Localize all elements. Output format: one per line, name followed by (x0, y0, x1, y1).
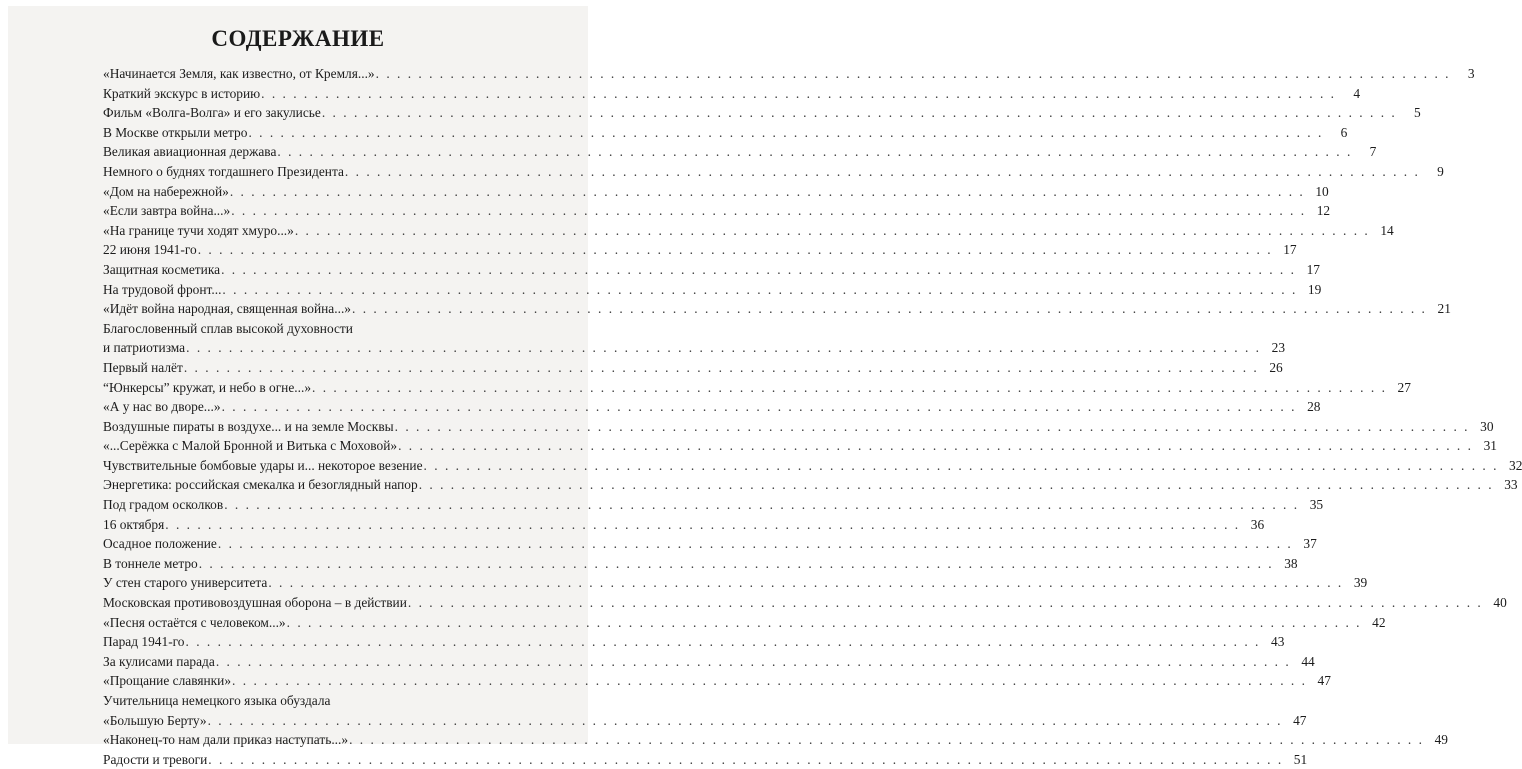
toc-entry (103, 613, 1386, 633)
dot-leader (224, 495, 1299, 515)
toc-entry-page: 3 (1467, 66, 1475, 81)
dot-leader (222, 280, 1297, 300)
toc-entry (103, 299, 1451, 319)
dot-leader (345, 162, 1420, 182)
toc-entry (103, 417, 1494, 437)
toc-entry (103, 534, 1317, 554)
toc-entry-title: «Начинается Земля, как известно, от Кремля...» (103, 66, 375, 81)
toc-entry (103, 750, 1308, 769)
toc-entry-title: У стен старого университета (103, 575, 268, 591)
toc-entry-title: «А у нас во дворе...» (103, 399, 221, 415)
toc-entry-page: 43 (1271, 634, 1285, 650)
toc-entry-title: Радости и тревоги (103, 751, 208, 767)
dot-leader (261, 84, 1336, 104)
toc-entry (103, 162, 1444, 182)
dot-leader (198, 240, 1273, 260)
toc-entry-title: «Если завтра война...» (103, 203, 231, 219)
toc-entry-page: 19 (1307, 281, 1322, 297)
dot-leader (352, 299, 1427, 319)
page-title: СОДЕРЖАНИЕ (211, 26, 385, 51)
toc-entry-page: 12 (1316, 203, 1331, 219)
toc-entry (103, 142, 1377, 162)
toc-entry-page: 21 (1437, 301, 1451, 317)
dot-leader (312, 378, 1387, 398)
toc-entry-page: 37 (1303, 536, 1317, 552)
toc-entry-title: «Идёт война народная, священная война...» (103, 301, 351, 317)
toc-entry (103, 397, 1321, 417)
dot-leader (208, 711, 1283, 731)
toc-entry (103, 123, 1348, 143)
toc-entry-page: 27 (1397, 379, 1411, 395)
toc-entry-title: «На границе тучи ходят хмуро...» (103, 222, 294, 238)
dot-leader (248, 123, 1323, 143)
dot-leader (231, 201, 1306, 221)
toc-entry-page: 17 (1306, 261, 1320, 277)
toc-entry-page: 26 (1269, 359, 1283, 375)
toc-entry (103, 632, 1285, 652)
toc-entry (103, 456, 1522, 476)
toc-entry-title: “Юнкерсы” кружат, и небо в огне...» (103, 379, 312, 395)
toc-entry-page: 40 (1493, 595, 1507, 611)
toc-entry-title: Московская противовоздушная оборона – в действии (103, 595, 407, 611)
dot-leader (221, 260, 1296, 280)
dot-leader (408, 593, 1483, 613)
toc-entry-title: Парад 1941-го (103, 634, 185, 650)
toc-entry (103, 554, 1298, 574)
toc-entry-page: 6 (1340, 124, 1348, 140)
toc-entry (103, 260, 1320, 280)
toc-entry-page: 4 (1353, 85, 1361, 101)
toc-entry (103, 103, 1421, 123)
toc-entry-title: Первый налёт (103, 359, 183, 375)
dot-leader (268, 573, 1343, 593)
dot-leader (277, 142, 1352, 162)
toc-entry-title: Защитная косметика (103, 261, 221, 277)
toc-entry (103, 495, 1324, 515)
dot-leader (398, 436, 1473, 456)
dot-leader (287, 613, 1362, 633)
table-of-contents (103, 64, 1522, 769)
toc-entry (103, 84, 1361, 104)
book-page (8, 6, 1522, 767)
toc-entry-title: Великая авиационная держава (103, 144, 277, 160)
dot-leader (186, 338, 1261, 358)
toc-entry-title: «Прощание славянки» (103, 673, 232, 689)
toc-entry-title-cont: «Большую Берту» (103, 712, 207, 728)
toc-entry (103, 652, 1315, 672)
dot-leader (232, 671, 1307, 691)
toc-entry (103, 64, 1475, 84)
dot-leader (349, 730, 1424, 750)
toc-entry-title: «Песня остаётся с человеком...» (103, 614, 286, 630)
toc-entry (103, 358, 1283, 378)
toc-entry-page: 30 (1480, 418, 1494, 434)
toc-entry-title: Фильм «Волга-Волга» и его закулисье (103, 105, 321, 121)
toc-entry-page: 31 (1483, 438, 1497, 454)
toc-entry-page: 35 (1309, 497, 1324, 513)
toc-entry-page: 17 (1283, 242, 1297, 258)
toc-entry-page: 42 (1372, 614, 1386, 630)
toc-entry (103, 691, 1307, 730)
dot-leader (395, 417, 1470, 437)
toc-entry (103, 201, 1331, 221)
toc-entry-page: 28 (1307, 399, 1321, 415)
dot-leader (208, 750, 1283, 769)
toc-entry (103, 515, 1265, 535)
toc-entry-page: 10 (1315, 183, 1329, 199)
toc-entry-title: «...Серёжка с Малой Бронной и Витька с Моховой» (103, 438, 398, 454)
dot-leader (165, 515, 1240, 535)
toc-entry-page: 47 (1293, 712, 1307, 728)
dot-leader (218, 534, 1293, 554)
toc-entry-title-cont: и патриотизма (103, 340, 186, 356)
toc-entry-title: 22 июня 1941-го (103, 242, 197, 258)
dot-leader (184, 358, 1259, 378)
toc-entry (103, 436, 1497, 456)
toc-entry-page: 51 (1293, 751, 1308, 767)
dot-leader (424, 456, 1499, 476)
toc-entry-title: Благословенный сплав высокой духовности (103, 320, 353, 336)
toc-entry (103, 240, 1297, 260)
toc-entry-title: Под градом осколков (103, 497, 224, 513)
toc-entry-page: 23 (1271, 340, 1286, 356)
toc-entry-page: 7 (1369, 144, 1377, 160)
toc-entry-title: 16 октября (103, 516, 165, 532)
toc-entry-title: Воздушные пираты в воздухе... и на земле Москвы (103, 418, 394, 434)
dot-leader (186, 632, 1261, 652)
toc-entry (103, 319, 1286, 358)
toc-entry-page: 47 (1317, 673, 1331, 689)
toc-entry-page: 33 (1504, 477, 1518, 493)
toc-entry (103, 280, 1322, 300)
toc-entry-title: «Наконец-то нам дали приказ наступать...» (103, 732, 349, 748)
dot-leader (216, 652, 1291, 672)
toc-entry-title: Учительница немецкого языка обуздала (103, 693, 331, 708)
toc-entry (103, 730, 1448, 750)
dot-leader (222, 397, 1297, 417)
dot-leader (419, 475, 1494, 495)
toc-entry-page: 36 (1250, 516, 1265, 532)
dot-leader (376, 64, 1451, 84)
toc-entry (103, 671, 1331, 691)
toc-entry-page: 5 (1414, 105, 1421, 121)
toc-entry-page: 38 (1284, 555, 1298, 571)
toc-entry-page: 44 (1301, 653, 1315, 669)
toc-entry-title: Краткий экскурс в историю (103, 85, 261, 101)
toc-entry (103, 378, 1411, 398)
toc-entry-title: На трудовой фронт... (103, 281, 222, 297)
toc-entry-title: За кулисами парада (103, 653, 215, 669)
toc-entry-page: 32 (1509, 457, 1522, 473)
toc-entry-title: «Дом на набережной» (103, 183, 229, 199)
dot-leader (230, 182, 1305, 202)
toc-entry-title: Энергетика: российская смекалка и безоглядный напор (103, 477, 418, 493)
toc-entry-title: В тоннеле метро (103, 555, 198, 571)
toc-entry-page: 49 (1434, 732, 1448, 748)
dot-leader (295, 221, 1370, 241)
toc-entry-page: 9 (1437, 163, 1444, 179)
toc-entry-title: Осадное положение (103, 536, 217, 552)
toc-entry (103, 475, 1518, 495)
toc-entry (103, 593, 1507, 613)
toc-entry (103, 573, 1368, 593)
toc-entry (103, 221, 1394, 241)
toc-entry (103, 182, 1329, 202)
toc-entry-page: 39 (1353, 575, 1368, 591)
toc-entry-title: Чувствительные бомбовые удары и... некоторое везение (103, 457, 423, 473)
toc-entry-title: В Москве открыли метро (103, 124, 248, 140)
dot-leader (322, 103, 1397, 123)
toc-entry-title: Немного о буднях тогдашнего Президента (103, 163, 344, 179)
toc-entry-page: 14 (1380, 222, 1394, 238)
dot-leader (199, 554, 1274, 574)
